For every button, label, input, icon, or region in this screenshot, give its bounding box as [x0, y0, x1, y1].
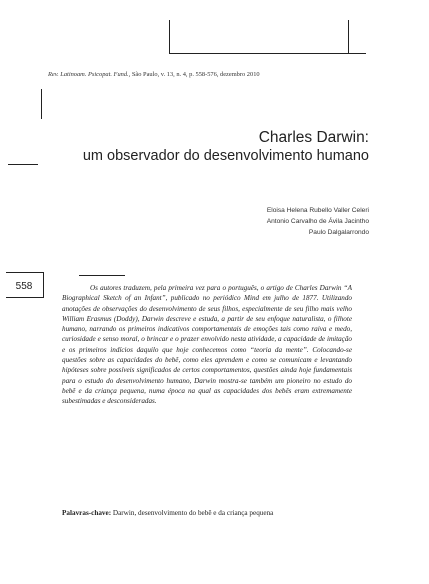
- left-vertical-rule: [41, 89, 42, 119]
- title-left-dash: [8, 164, 38, 165]
- paper-title-line-1: Charles Darwin:: [258, 129, 369, 146]
- top-right-vertical-rule: [348, 20, 349, 54]
- top-left-vertical-rule: [169, 20, 170, 54]
- author-3: Paulo Dalgalarrondo: [308, 229, 369, 236]
- abstract-text: Os autores traduzem, pela primeira vez para o português, o artigo de Charles Darwin “A Biographical Sketch of an Infant”, publicado no periódico Mind em julho de 1877. Utilizando anotações de observações do desenvolvimento de seus filhos, especialmente de seu filho mais velho William Erasmus (Doddy), Darwin descreve e estuda, a partir de seu enfoque naturalista, o filhote humano, narrando os primeiros indicativos comportamentais de emoções tais como raiva e medo, curiosidade e senso moral, o brincar e o prazer envolvido nesta atividade, a capacidade de imitação e os primeiros indícios daquilo que hoje conhecemos como “teoria da mente”. Colocando-se questões sobre as capacidades do bebê, como eles aprendem e como se comunicam e levantando hipóteses sobre possíveis significados de certos comportamentos, questões ainda hoje fundamentais para o estudo do desenvolvimento humano, Darwin mostra-se também um pioneiro no estudo do bebê e da criança pequena, numa época na qual as capacidades dos bebês eram extremamente subestimadas e desconsideradas.: [62, 284, 352, 406]
- page-number-rule-top: [6, 272, 44, 273]
- author-1: Eloisa Helena Rubello Valler Celeri: [266, 207, 369, 214]
- journal-ref-plain: São Paulo, v. 13, n. 4, p. 558-576, dezembro 2010: [130, 71, 260, 78]
- top-horizontal-rule: [169, 53, 366, 54]
- journal-ref-italic: Rev. Latinoam. Psicopat. Fund.,: [48, 71, 131, 78]
- abstract-top-rule: [79, 275, 125, 276]
- journal-reference: [48, 71, 348, 78]
- keywords-label: Palavras-chave:: [62, 509, 112, 517]
- page-number-rule-bottom: [6, 297, 44, 298]
- paper-title-line-2: um observador do desenvolvimento humano: [82, 148, 369, 164]
- author-2: Antonio Carvalho de Ávila Jacintho: [266, 218, 369, 225]
- page-number: 558: [15, 281, 33, 292]
- keywords-text: Darwin, desenvolvimento do bebê e da criança pequena: [111, 509, 274, 517]
- page-number-rule-right: [43, 272, 44, 298]
- keywords-line: [62, 509, 362, 517]
